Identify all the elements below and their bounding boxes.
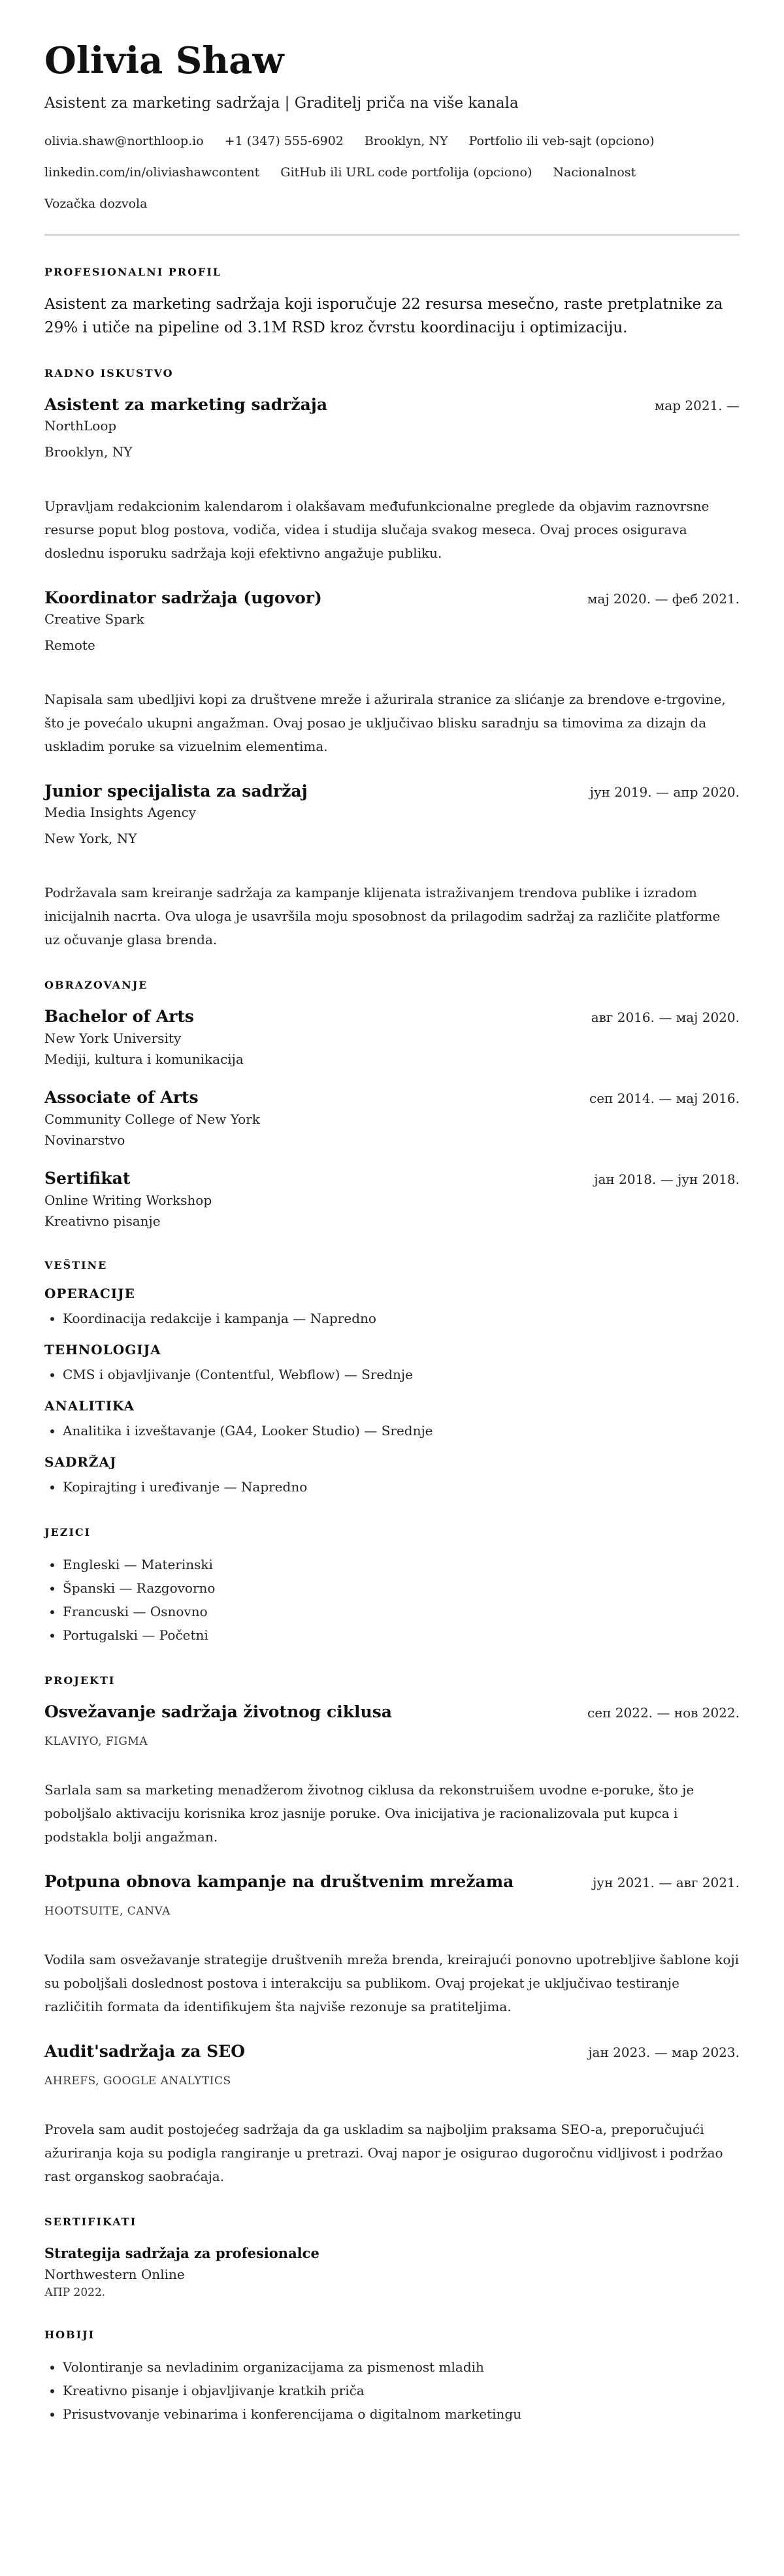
entry-header	[44, 1168, 740, 1190]
degree: Associate of Arts	[44, 1088, 199, 1107]
company-name: Creative Spark	[44, 611, 144, 627]
contact-list	[44, 125, 740, 219]
school-name: Community College of New York	[44, 1111, 260, 1127]
contact-email[interactable]: olivia.shaw@northloop.io	[44, 134, 204, 148]
contact-phone: +1 (347) 555-6902	[224, 134, 344, 148]
project-title: Potpuna obnova kampanje na društvenim mrežama	[44, 1872, 514, 1891]
education-dates: авг 2016. — мај 2020.	[591, 1010, 740, 1025]
skill-group-heading: TEHNOLOGIJA	[44, 1342, 161, 1358]
experience-entry	[44, 587, 740, 758]
section-heading: VEŠTINE	[44, 1259, 108, 1271]
skill-group-heading: ANALITIKA	[44, 1398, 135, 1414]
project-title: Audit'sadržaja za SEO	[44, 2042, 246, 2061]
education-dates: јан 2018. — јун 2018.	[594, 1171, 740, 1187]
school-name: New York University	[44, 1030, 182, 1046]
language-item: • Španski — Razgovorno	[63, 1576, 740, 1600]
job-location: Brooklyn, NY	[44, 444, 133, 460]
entry-header	[44, 780, 740, 803]
job-description: Upravljam redakcionim kalendarom i olakšavam međufunkcionalne preglede da objavim raznovrsne resurse poput blog postova, vodiča, videa i studija slučaja svakog meseca. Ovaj proces osigurava doslednu isporuku sadržaja koji efektivno angažuje publiku.	[44, 498, 710, 561]
entry-header	[44, 1087, 740, 1109]
section-heading: JEZICI	[44, 1526, 91, 1538]
education-entry	[44, 1087, 740, 1151]
project-entry	[44, 1871, 740, 2018]
education-entry	[44, 1168, 740, 1232]
skill-group-heading: OPERACIJE	[44, 1286, 135, 1301]
job-location: New York, NY	[44, 831, 137, 846]
project-entry	[44, 1701, 740, 1849]
experience-entry	[44, 394, 740, 565]
profile-text: Asistent za marketing sadržaja koji isporučuje 22 resursa mesečno, raste pretplatnike za 29% i utiče na pipeline od 3.1M RSD kroz čvrstu koordinaciju i optimizaciju.	[44, 296, 723, 336]
certificate-issuer: Northwestern Online	[44, 2266, 185, 2282]
skill-item: • Koordinacija redakcije i kampanja — Napredno	[63, 1307, 740, 1330]
entry-header	[44, 1871, 740, 1893]
project-tools: KLAVIYO, FIGMA	[44, 1735, 148, 1748]
section-heading: OBRAZOVANJE	[44, 979, 148, 991]
skill-item: • Kopirajting i uređivanje — Napredno	[63, 1475, 740, 1499]
certificate-entry	[44, 2242, 740, 2301]
skill-list	[44, 1307, 740, 1330]
job-title: Koordinator sadržaja (ugovor)	[44, 588, 322, 607]
language-item: • Engleski — Materinski	[63, 1553, 740, 1576]
experience-entry	[44, 780, 740, 951]
candidate-name: Olivia Shaw	[44, 39, 284, 82]
skill-list	[44, 1419, 740, 1442]
project-tools: HOOTSUITE, CANVA	[44, 1905, 171, 1918]
entry-header	[44, 2041, 740, 2063]
section-heading: RADNO ISKUSTVO	[44, 367, 174, 379]
degree: Bachelor of Arts	[44, 1007, 195, 1026]
contact-location: Brooklyn, NY	[364, 134, 448, 148]
job-dates: мар 2021. —	[654, 398, 740, 413]
languages-section	[44, 1526, 740, 1647]
skill-list	[44, 1475, 740, 1499]
job-description: Podržavala sam kreiranje sadržaja za kampanje klijenata istraživanjem trendova publike i izradom inicijalnih nacrta. Ova uloga je usavršila moju sposobnost da prilagodim sadržaj za različite platforme uz očuvanje glasa brenda.	[44, 885, 721, 947]
hobby-list	[44, 2355, 740, 2426]
skills-section	[44, 1259, 740, 1499]
skill-item: • CMS i objavljivanje (Contentful, Webflow) — Srednje	[63, 1363, 740, 1386]
project-dates: јан 2023. — мар 2023.	[588, 2044, 740, 2060]
certificates-section	[44, 2216, 740, 2301]
job-title: Junior specijalista za sadržaj	[44, 782, 308, 801]
company-name: NorthLoop	[44, 418, 117, 434]
language-item: • Portugalski — Početni	[63, 1623, 740, 1647]
company-name: Media Insights Agency	[44, 804, 197, 820]
field-of-study: Mediji, kultura i komunikacija	[44, 1051, 244, 1067]
job-dates: јун 2019. — апр 2020.	[589, 784, 740, 800]
job-location: Remote	[44, 637, 95, 653]
education-dates: сеп 2014. — мај 2016.	[589, 1090, 740, 1106]
header-divider	[44, 234, 740, 236]
section-heading: HOBIJI	[44, 2329, 95, 2341]
profile-section	[44, 266, 740, 340]
contact-portfolio: Portfolio ili veb-sajt (opciono)	[468, 134, 655, 148]
language-item: • Francuski — Osnovno	[63, 1600, 740, 1623]
degree: Sertifikat	[44, 1169, 131, 1188]
education-entry	[44, 1006, 740, 1070]
skill-group-heading: SADRŽAJ	[44, 1454, 117, 1470]
project-dates: јун 2021. — авг 2021.	[593, 1875, 740, 1890]
tagline: Asistent za marketing sadržaja | Graditelj priča na više kanala	[44, 95, 519, 112]
project-tools: AHREFS, GOOGLE ANALYTICS	[44, 2075, 231, 2088]
section-heading: PROJEKTI	[44, 1674, 116, 1687]
hobby-item: • Prisustvovanje vebinarima i konferencijama o digitalnom marketingu	[63, 2402, 740, 2426]
language-list	[44, 1553, 740, 1647]
skill-list	[44, 1363, 740, 1386]
job-title: Asistent za marketing sadržaja	[44, 395, 328, 414]
field-of-study: Novinarstvo	[44, 1132, 125, 1148]
contact-license: Vozačka dozvola	[44, 197, 148, 211]
school-name: Online Writing Workshop	[44, 1192, 212, 1208]
job-dates: мај 2020. — феб 2021.	[587, 591, 740, 607]
entry-header	[44, 587, 740, 609]
entry-header	[44, 1006, 740, 1028]
contact-nationality: Nacionalnost	[553, 165, 636, 180]
contact-github: GitHub ili URL code portfolija (opciono)	[280, 165, 532, 180]
education-section	[44, 979, 740, 1232]
project-description: Provela sam audit postojećeg sadržaja da ga uskladim sa najboljim praksama SEO-a, preporučujući ažuriranja koja su podigla rangiranje u pretrazi. Ovaj napor je osigurao dugoročnu vidljivost i podržao rast organskog saobraćaja.	[44, 2122, 723, 2184]
section-heading: PROFESIONALNI PROFIL	[44, 266, 222, 278]
certificate-date: АПР 2022.	[44, 2286, 106, 2299]
project-entry	[44, 2041, 740, 2188]
field-of-study: Kreativno pisanje	[44, 1213, 161, 1229]
skill-item: • Analitika i izveštavanje (GA4, Looker Studio) — Srednje	[63, 1419, 740, 1442]
entry-header	[44, 394, 740, 416]
project-description: Sarlala sam sa marketing menadžerom životnog ciklusa da rekonstruišem uvodne e-poruke, što je poboljšalo aktivaciju korisnika kroz jasnije poruke. Ova inicijativa je racionalizovala put kupca i podstakla bolji angažman.	[44, 1782, 694, 1845]
job-description: Napisala sam ubedljivi kopi za društvene mreže i ažurirala stranice za slićanje za brendove e-trgovine, što je povećalo ukupni angažman. Ovaj posao je uključivao blisku saradnju sa timovima za dizajn da uskladim poruke sa vizuelnim elementima.	[44, 692, 726, 754]
project-title: Osvežavanje sadržaja životnog ciklusa	[44, 1702, 392, 1721]
experience-section	[44, 367, 740, 951]
projects-section	[44, 1674, 740, 2188]
hobbies-section	[44, 2329, 740, 2426]
hobby-item: • Volontiranje sa nevladinim organizacijama za pismenost mladih	[63, 2355, 740, 2379]
project-dates: сеп 2022. — нов 2022.	[587, 1705, 740, 1721]
entry-header	[44, 1701, 740, 1723]
hobby-item: • Kreativno pisanje i objavljivanje kratkih priča	[63, 2379, 740, 2402]
contact-linkedin[interactable]: linkedin.com/in/oliviashawcontent	[44, 165, 260, 180]
section-heading: SERTIFIKATI	[44, 2216, 137, 2228]
project-description: Vodila sam osvežavanje strategije društvenih mreža brenda, kreirajući ponovno upotrebljive šablone koji su poboljšali doslednost postova i interakciju sa publikom. Ovaj projekat je uključivao testiranje različitih formata da identifikujem šta najviše rezonuje sa pratiteljima.	[44, 1952, 740, 2014]
certificate-title: Strategija sadržaja za profesionalce	[44, 2245, 319, 2261]
